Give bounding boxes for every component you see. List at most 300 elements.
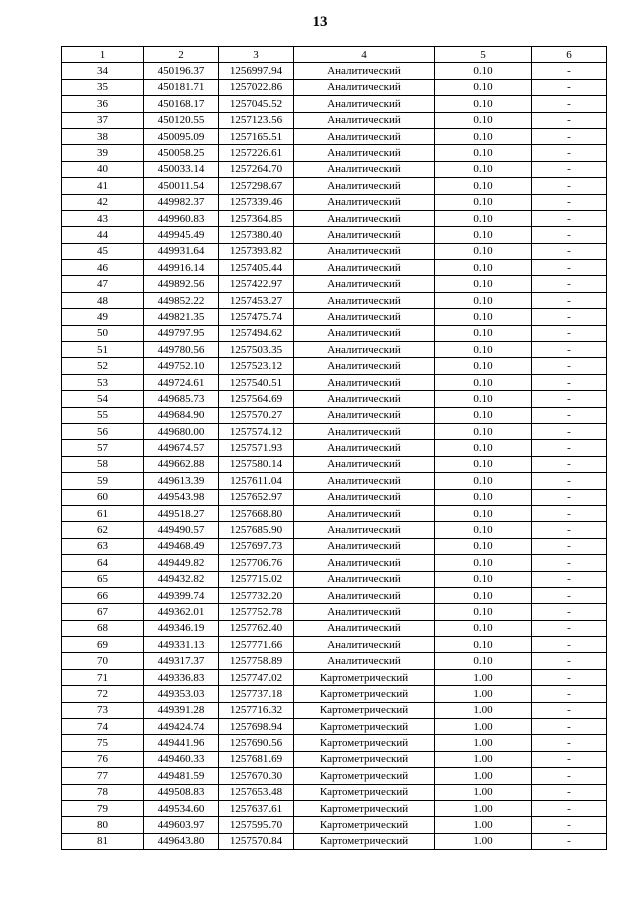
method-cell: Аналитический	[294, 620, 435, 636]
x-coordinate-cell: 449684.90	[144, 407, 219, 423]
method-cell: Картометрический	[294, 751, 435, 767]
table-row	[62, 784, 607, 800]
point-number-cell: 34	[62, 63, 144, 79]
x-coordinate-cell: 449780.56	[144, 342, 219, 358]
y-coordinate-cell: 1257571.93	[219, 440, 294, 456]
table-row	[62, 555, 607, 571]
column-header: 1	[62, 47, 144, 63]
y-coordinate-cell: 1257690.56	[219, 735, 294, 751]
accuracy-cell: 0.10	[435, 391, 532, 407]
y-coordinate-cell: 1257364.85	[219, 210, 294, 226]
point-number-cell: 45	[62, 243, 144, 259]
note-cell: -	[532, 178, 607, 194]
note-cell: -	[532, 719, 607, 735]
table-row	[62, 637, 607, 653]
accuracy-cell: 0.10	[435, 538, 532, 554]
table-row	[62, 538, 607, 554]
note-cell: -	[532, 571, 607, 587]
x-coordinate-cell: 449752.10	[144, 358, 219, 374]
y-coordinate-cell: 1256997.94	[219, 63, 294, 79]
method-cell: Картометрический	[294, 669, 435, 685]
accuracy-cell: 1.00	[435, 817, 532, 833]
point-number-cell: 50	[62, 325, 144, 341]
accuracy-cell: 0.10	[435, 440, 532, 456]
x-coordinate-cell: 449916.14	[144, 260, 219, 276]
accuracy-cell: 0.10	[435, 489, 532, 505]
accuracy-cell: 0.10	[435, 374, 532, 390]
point-number-cell: 80	[62, 817, 144, 833]
note-cell: -	[532, 489, 607, 505]
x-coordinate-cell: 450168.17	[144, 96, 219, 112]
y-coordinate-cell: 1257595.70	[219, 817, 294, 833]
x-coordinate-cell: 450120.55	[144, 112, 219, 128]
y-coordinate-cell: 1257670.30	[219, 768, 294, 784]
method-cell: Картометрический	[294, 686, 435, 702]
point-number-cell: 70	[62, 653, 144, 669]
note-cell: -	[532, 456, 607, 472]
note-cell: -	[532, 309, 607, 325]
point-number-cell: 59	[62, 473, 144, 489]
x-coordinate-cell: 449724.61	[144, 374, 219, 390]
method-cell: Аналитический	[294, 423, 435, 439]
note-cell: -	[532, 276, 607, 292]
x-coordinate-cell: 449603.97	[144, 817, 219, 833]
accuracy-cell: 0.10	[435, 571, 532, 587]
accuracy-cell: 0.10	[435, 456, 532, 472]
table-row	[62, 587, 607, 603]
accuracy-cell: 0.10	[435, 555, 532, 571]
table-row	[62, 817, 607, 833]
x-coordinate-cell: 449674.57	[144, 440, 219, 456]
method-cell: Аналитический	[294, 227, 435, 243]
x-coordinate-cell: 449399.74	[144, 587, 219, 603]
note-cell: -	[532, 358, 607, 374]
accuracy-cell: 0.10	[435, 145, 532, 161]
method-cell: Аналитический	[294, 637, 435, 653]
y-coordinate-cell: 1257706.76	[219, 555, 294, 571]
point-number-cell: 37	[62, 112, 144, 128]
table-row	[62, 571, 607, 587]
x-coordinate-cell: 449613.39	[144, 473, 219, 489]
method-cell: Аналитический	[294, 342, 435, 358]
accuracy-cell: 0.10	[435, 292, 532, 308]
table-row	[62, 309, 607, 325]
x-coordinate-cell: 449331.13	[144, 637, 219, 653]
accuracy-cell: 0.10	[435, 96, 532, 112]
y-coordinate-cell: 1257523.12	[219, 358, 294, 374]
method-cell: Аналитический	[294, 571, 435, 587]
method-cell: Аналитический	[294, 210, 435, 226]
y-coordinate-cell: 1257393.82	[219, 243, 294, 259]
y-coordinate-cell: 1257715.02	[219, 571, 294, 587]
table-row	[62, 325, 607, 341]
accuracy-cell: 0.10	[435, 276, 532, 292]
note-cell: -	[532, 423, 607, 439]
table-row	[62, 800, 607, 816]
y-coordinate-cell: 1257652.97	[219, 489, 294, 505]
method-cell: Аналитический	[294, 145, 435, 161]
x-coordinate-cell: 449643.80	[144, 833, 219, 849]
method-cell: Аналитический	[294, 489, 435, 505]
table-row	[62, 833, 607, 849]
note-cell: -	[532, 784, 607, 800]
method-cell: Аналитический	[294, 194, 435, 210]
x-coordinate-cell: 450181.71	[144, 79, 219, 95]
note-cell: -	[532, 522, 607, 538]
note-cell: -	[532, 128, 607, 144]
method-cell: Аналитический	[294, 456, 435, 472]
table-row	[62, 620, 607, 636]
table-row	[62, 161, 607, 177]
y-coordinate-cell: 1257045.52	[219, 96, 294, 112]
point-number-cell: 66	[62, 587, 144, 603]
x-coordinate-cell: 450011.54	[144, 178, 219, 194]
method-cell: Аналитический	[294, 309, 435, 325]
table-row	[62, 128, 607, 144]
point-number-cell: 46	[62, 260, 144, 276]
accuracy-cell: 1.00	[435, 833, 532, 849]
note-cell: -	[532, 702, 607, 718]
point-number-cell: 74	[62, 719, 144, 735]
table-row	[62, 407, 607, 423]
note-cell: -	[532, 604, 607, 620]
y-coordinate-cell: 1257165.51	[219, 128, 294, 144]
method-cell: Аналитический	[294, 473, 435, 489]
point-number-cell: 79	[62, 800, 144, 816]
method-cell: Аналитический	[294, 161, 435, 177]
method-cell: Аналитический	[294, 505, 435, 521]
accuracy-cell: 1.00	[435, 735, 532, 751]
note-cell: -	[532, 325, 607, 341]
table-row	[62, 653, 607, 669]
point-number-cell: 81	[62, 833, 144, 849]
method-cell: Аналитический	[294, 112, 435, 128]
note-cell: -	[532, 538, 607, 554]
point-number-cell: 67	[62, 604, 144, 620]
y-coordinate-cell: 1257668.80	[219, 505, 294, 521]
table-row	[62, 145, 607, 161]
method-cell: Аналитический	[294, 587, 435, 603]
y-coordinate-cell: 1257732.20	[219, 587, 294, 603]
column-header: 2	[144, 47, 219, 63]
accuracy-cell: 0.10	[435, 227, 532, 243]
method-cell: Аналитический	[294, 538, 435, 554]
table-row	[62, 63, 607, 79]
table-row	[62, 96, 607, 112]
point-number-cell: 49	[62, 309, 144, 325]
y-coordinate-cell: 1257611.04	[219, 473, 294, 489]
y-coordinate-cell: 1257298.67	[219, 178, 294, 194]
point-number-cell: 53	[62, 374, 144, 390]
accuracy-cell: 0.10	[435, 243, 532, 259]
y-coordinate-cell: 1257422.97	[219, 276, 294, 292]
x-coordinate-cell: 449432.82	[144, 571, 219, 587]
accuracy-cell: 1.00	[435, 768, 532, 784]
point-number-cell: 69	[62, 637, 144, 653]
accuracy-cell: 0.10	[435, 194, 532, 210]
note-cell: -	[532, 620, 607, 636]
table-row	[62, 243, 607, 259]
table-row	[62, 260, 607, 276]
x-coordinate-cell: 450095.09	[144, 128, 219, 144]
note-cell: -	[532, 260, 607, 276]
x-coordinate-cell: 449534.60	[144, 800, 219, 816]
y-coordinate-cell: 1257570.27	[219, 407, 294, 423]
table-row	[62, 194, 607, 210]
table-row	[62, 178, 607, 194]
accuracy-cell: 1.00	[435, 686, 532, 702]
y-coordinate-cell: 1257339.46	[219, 194, 294, 210]
table-row	[62, 227, 607, 243]
accuracy-cell: 1.00	[435, 702, 532, 718]
column-header: 6	[532, 47, 607, 63]
note-cell: -	[532, 669, 607, 685]
accuracy-cell: 0.10	[435, 112, 532, 128]
note-cell: -	[532, 735, 607, 751]
method-cell: Аналитический	[294, 440, 435, 456]
point-number-cell: 52	[62, 358, 144, 374]
method-cell: Картометрический	[294, 719, 435, 735]
table-row	[62, 768, 607, 784]
note-cell: -	[532, 473, 607, 489]
table-row	[62, 604, 607, 620]
point-number-cell: 42	[62, 194, 144, 210]
table-row	[62, 751, 607, 767]
accuracy-cell: 0.10	[435, 161, 532, 177]
point-number-cell: 35	[62, 79, 144, 95]
x-coordinate-cell: 449931.64	[144, 243, 219, 259]
x-coordinate-cell: 449391.28	[144, 702, 219, 718]
x-coordinate-cell: 449680.00	[144, 423, 219, 439]
column-header: 5	[435, 47, 532, 63]
y-coordinate-cell: 1257226.61	[219, 145, 294, 161]
point-number-cell: 55	[62, 407, 144, 423]
method-cell: Аналитический	[294, 128, 435, 144]
note-cell: -	[532, 440, 607, 456]
table-row	[62, 276, 607, 292]
accuracy-cell: 0.10	[435, 63, 532, 79]
point-number-cell: 72	[62, 686, 144, 702]
note-cell: -	[532, 587, 607, 603]
point-number-cell: 40	[62, 161, 144, 177]
x-coordinate-cell: 449449.82	[144, 555, 219, 571]
y-coordinate-cell: 1257771.66	[219, 637, 294, 653]
y-coordinate-cell: 1257697.73	[219, 538, 294, 554]
x-coordinate-cell: 449424.74	[144, 719, 219, 735]
accuracy-cell: 0.10	[435, 128, 532, 144]
note-cell: -	[532, 194, 607, 210]
x-coordinate-cell: 450058.25	[144, 145, 219, 161]
y-coordinate-cell: 1257762.40	[219, 620, 294, 636]
y-coordinate-cell: 1257716.32	[219, 702, 294, 718]
accuracy-cell: 0.10	[435, 260, 532, 276]
x-coordinate-cell: 449468.49	[144, 538, 219, 554]
note-cell: -	[532, 407, 607, 423]
method-cell: Аналитический	[294, 604, 435, 620]
table-row	[62, 505, 607, 521]
point-number-cell: 36	[62, 96, 144, 112]
column-header: 3	[219, 47, 294, 63]
accuracy-cell: 0.10	[435, 210, 532, 226]
note-cell: -	[532, 817, 607, 833]
method-cell: Аналитический	[294, 79, 435, 95]
table-row	[62, 702, 607, 718]
point-number-cell: 73	[62, 702, 144, 718]
point-number-cell: 48	[62, 292, 144, 308]
header-row	[62, 47, 607, 63]
method-cell: Картометрический	[294, 800, 435, 816]
note-cell: -	[532, 833, 607, 849]
table-row	[62, 669, 607, 685]
accuracy-cell: 0.10	[435, 423, 532, 439]
point-number-cell: 64	[62, 555, 144, 571]
point-number-cell: 56	[62, 423, 144, 439]
point-number-cell: 39	[62, 145, 144, 161]
point-number-cell: 47	[62, 276, 144, 292]
point-number-cell: 61	[62, 505, 144, 521]
method-cell: Аналитический	[294, 653, 435, 669]
x-coordinate-cell: 449945.49	[144, 227, 219, 243]
column-header: 4	[294, 47, 435, 63]
method-cell: Аналитический	[294, 374, 435, 390]
note-cell: -	[532, 342, 607, 358]
accuracy-cell: 0.10	[435, 325, 532, 341]
note-cell: -	[532, 210, 607, 226]
accuracy-cell: 0.10	[435, 342, 532, 358]
y-coordinate-cell: 1257758.89	[219, 653, 294, 669]
table-row	[62, 391, 607, 407]
accuracy-cell: 1.00	[435, 669, 532, 685]
note-cell: -	[532, 653, 607, 669]
accuracy-cell: 1.00	[435, 800, 532, 816]
accuracy-cell: 1.00	[435, 751, 532, 767]
x-coordinate-cell: 449852.22	[144, 292, 219, 308]
x-coordinate-cell: 449892.56	[144, 276, 219, 292]
point-number-cell: 38	[62, 128, 144, 144]
x-coordinate-cell: 450196.37	[144, 63, 219, 79]
y-coordinate-cell: 1257475.74	[219, 309, 294, 325]
accuracy-cell: 0.10	[435, 358, 532, 374]
table-row	[62, 522, 607, 538]
y-coordinate-cell: 1257698.94	[219, 719, 294, 735]
point-number-cell: 62	[62, 522, 144, 538]
point-number-cell: 71	[62, 669, 144, 685]
y-coordinate-cell: 1257737.18	[219, 686, 294, 702]
x-coordinate-cell: 449346.19	[144, 620, 219, 636]
x-coordinate-cell: 449317.37	[144, 653, 219, 669]
x-coordinate-cell: 449685.73	[144, 391, 219, 407]
x-coordinate-cell: 449518.27	[144, 505, 219, 521]
note-cell: -	[532, 227, 607, 243]
table-row	[62, 292, 607, 308]
accuracy-cell: 1.00	[435, 719, 532, 735]
y-coordinate-cell: 1257494.62	[219, 325, 294, 341]
accuracy-cell: 0.10	[435, 309, 532, 325]
method-cell: Картометрический	[294, 735, 435, 751]
table-row	[62, 342, 607, 358]
point-number-cell: 51	[62, 342, 144, 358]
x-coordinate-cell: 449362.01	[144, 604, 219, 620]
note-cell: -	[532, 243, 607, 259]
note-cell: -	[532, 161, 607, 177]
x-coordinate-cell: 449481.59	[144, 768, 219, 784]
method-cell: Аналитический	[294, 555, 435, 571]
y-coordinate-cell: 1257540.51	[219, 374, 294, 390]
accuracy-cell: 0.10	[435, 407, 532, 423]
table-row	[62, 79, 607, 95]
accuracy-cell: 0.10	[435, 637, 532, 653]
x-coordinate-cell: 449821.35	[144, 309, 219, 325]
method-cell: Аналитический	[294, 63, 435, 79]
note-cell: -	[532, 768, 607, 784]
note-cell: -	[532, 79, 607, 95]
table-row	[62, 456, 607, 472]
method-cell: Картометрический	[294, 833, 435, 849]
note-cell: -	[532, 637, 607, 653]
x-coordinate-cell: 449662.88	[144, 456, 219, 472]
table-row	[62, 112, 607, 128]
x-coordinate-cell: 449490.57	[144, 522, 219, 538]
y-coordinate-cell: 1257681.69	[219, 751, 294, 767]
method-cell: Аналитический	[294, 178, 435, 194]
point-number-cell: 75	[62, 735, 144, 751]
method-cell: Аналитический	[294, 407, 435, 423]
table-row	[62, 423, 607, 439]
table-row	[62, 473, 607, 489]
table-row	[62, 374, 607, 390]
x-coordinate-cell: 449982.37	[144, 194, 219, 210]
table-row	[62, 210, 607, 226]
note-cell: -	[532, 292, 607, 308]
point-number-cell: 76	[62, 751, 144, 767]
coordinates-table	[61, 46, 607, 850]
y-coordinate-cell: 1257405.44	[219, 260, 294, 276]
y-coordinate-cell: 1257503.35	[219, 342, 294, 358]
x-coordinate-cell: 449797.95	[144, 325, 219, 341]
note-cell: -	[532, 686, 607, 702]
table-header	[62, 47, 607, 63]
x-coordinate-cell: 449508.83	[144, 784, 219, 800]
note-cell: -	[532, 505, 607, 521]
accuracy-cell: 0.10	[435, 522, 532, 538]
y-coordinate-cell: 1257264.70	[219, 161, 294, 177]
y-coordinate-cell: 1257637.61	[219, 800, 294, 816]
accuracy-cell: 0.10	[435, 587, 532, 603]
method-cell: Картометрический	[294, 784, 435, 800]
method-cell: Аналитический	[294, 243, 435, 259]
page-number: 13	[312, 14, 328, 30]
method-cell: Аналитический	[294, 96, 435, 112]
note-cell: -	[532, 96, 607, 112]
y-coordinate-cell: 1257574.12	[219, 423, 294, 439]
x-coordinate-cell: 449336.83	[144, 669, 219, 685]
note-cell: -	[532, 391, 607, 407]
point-number-cell: 78	[62, 784, 144, 800]
y-coordinate-cell: 1257564.69	[219, 391, 294, 407]
point-number-cell: 54	[62, 391, 144, 407]
y-coordinate-cell: 1257123.56	[219, 112, 294, 128]
accuracy-cell: 0.10	[435, 178, 532, 194]
accuracy-cell: 0.10	[435, 604, 532, 620]
x-coordinate-cell: 449353.03	[144, 686, 219, 702]
method-cell: Аналитический	[294, 358, 435, 374]
y-coordinate-cell: 1257752.78	[219, 604, 294, 620]
y-coordinate-cell: 1257453.27	[219, 292, 294, 308]
x-coordinate-cell: 449441.96	[144, 735, 219, 751]
point-number-cell: 63	[62, 538, 144, 554]
note-cell: -	[532, 751, 607, 767]
method-cell: Картометрический	[294, 768, 435, 784]
